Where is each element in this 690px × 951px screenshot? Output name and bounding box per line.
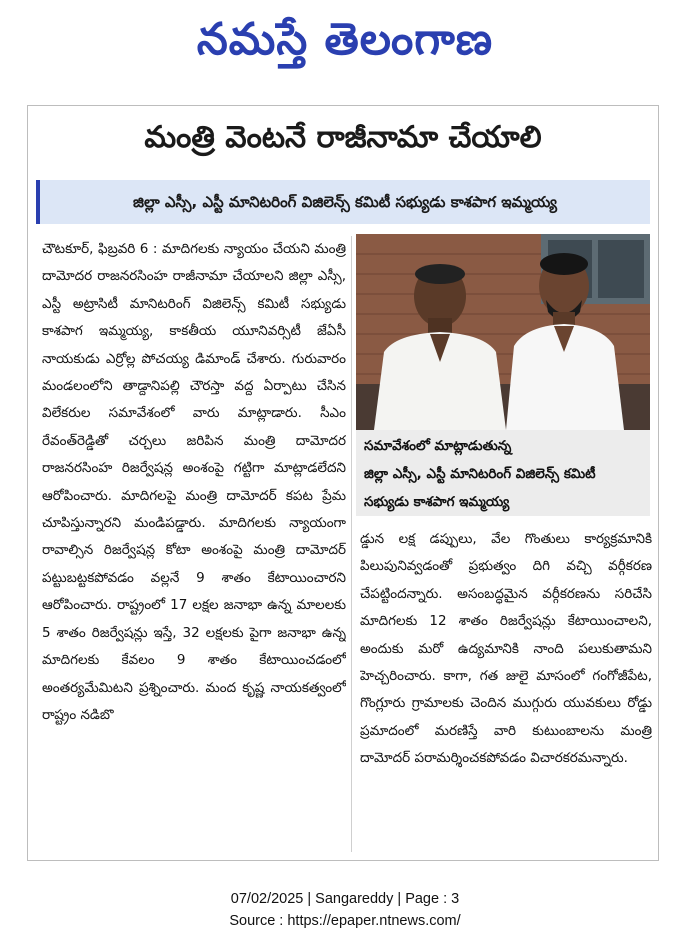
article-headline: మంత్రి వెంటనే రాజీనామా చేయాలి xyxy=(144,120,542,155)
footer-source-link[interactable]: Source : https://epaper.ntnews.com/ xyxy=(229,913,461,929)
article-photo xyxy=(356,234,650,430)
footer-dateline: 07/02/2025 | Sangareddy | Page : 3 xyxy=(230,891,460,907)
article-column-1: చౌటకూర్, ఫిబ్రవరి 6 : మాదిగలకు న్యాయం చేయని మంత్రి దామోదర రాజనరసింహ రాజీనామా చేయాలని జిల్లా ఎస్సీ, ఎస్టీ అట్రాసిటీ మానిటరింగ్ విజిలెన్స్ కమిటీ సభ్యుడు కాశపాగ ఇమ్మయ్య, కాకతీయ యూనివర్సిటీ జేఏసీ నాయకుడు ఎర్రోల్ల పోచయ్య డిమాండ్ చేశారు. గురువారం మండలంలోని తాడ్దానిపల్లి చౌరస్తా వద్ద ఏర్పాటు చేసిన విలేకరుల సమావేశంలో వారు మాట్లాడారు. సీఎం రేవంత్‌రెడ్డితో చర్చలు జరిపిన మంత్రి దామోదర రాజనరసింహ రిజర్వేషన్ల అంశంపై గట్టిగా మాట్లాడలేదని ఆరోపించారు. మాదిగలపై మంత్రి దామోదర్ కపట ప్రేమ చూపిస్తున్నారని మండిపడ్డారు. మాదిగలకు న్యాయంగా రావాల్సిన రిజర్వేషన్ల కోటా అంశంపై మంత్రి దామోదర్ పట్టుబట్టకపోవడం వల్లనే 9 శాతం కేటాయించారని ఆరోపించారు. రాష్ట్రంలో 17 లక్షల జనాభా ఉన్న మాలలకు 5 శాతం రిజర్వేషన్లు ఇస్తే, 32 లక్షలకు పైగా జనాభా ఉన్న మాదిగలకు కేవలం 9 శాతం కేటాయించడంలో అంతర్యమేమిటని ప్రశ్నించారు. మంద కృష్ణ నాయకత్వంలో రాష్ట్రం నడిబొ xyxy=(42,241,346,723)
subheadline: జిల్లా ఎస్సీ, ఎస్టీ మానిటరింగ్ విజిలెన్స్ కమిటీ సభ్యుడు కాశపాగ ఇమ్మయ్య xyxy=(133,193,557,211)
caption-line: సభ్యుడు కాశపాగ ఇమ్మయ్య xyxy=(364,494,510,510)
photo-two-men xyxy=(356,234,650,430)
article-column-2: డ్డున లక్ష డప్పులు, వేల గొంతులు కార్యక్రమానికి పిలుపునివ్వడంతో ప్రభుత్వం దిగి వచ్చి వర్గీకరణ చేపట్టిందన్నారు. అసంబద్ధమైన వర్గీకరణను సరిచేసి మాదిగలకు 12 శాతం రిజర్వేషన్లు కేటాయించాలని, అందుకు మరో ఉద్యమానికి నాంది పలుకుతామని హెచ్చరించారు. కాగా, గత జులై మాసంలో గంగోజీపేట, గొంగ్లూరు గ్రామాలకు చెందిన ముగ్గురు యువకులు రోడ్డు ప్రమాదంలో మరణిస్తే వారి కుటుంబాలను మంత్రి దామోదర్ పరామర్శించకపోవడం విచారకరమన్నారు. xyxy=(360,531,652,767)
photo-caption xyxy=(356,430,650,516)
masthead-logo: నమస్తే తెలంగాణ xyxy=(196,14,494,65)
subheadline-bar xyxy=(36,180,650,224)
caption-line: సమావేశంలో మాట్లాడుతున్న xyxy=(364,438,512,454)
subheadline-accent xyxy=(36,180,40,224)
column-divider xyxy=(351,236,352,852)
caption-line: జిల్లా ఎస్సీ, ఎస్టీ మానిటరింగ్ విజిలెన్స్ కమిటీ xyxy=(364,466,596,482)
